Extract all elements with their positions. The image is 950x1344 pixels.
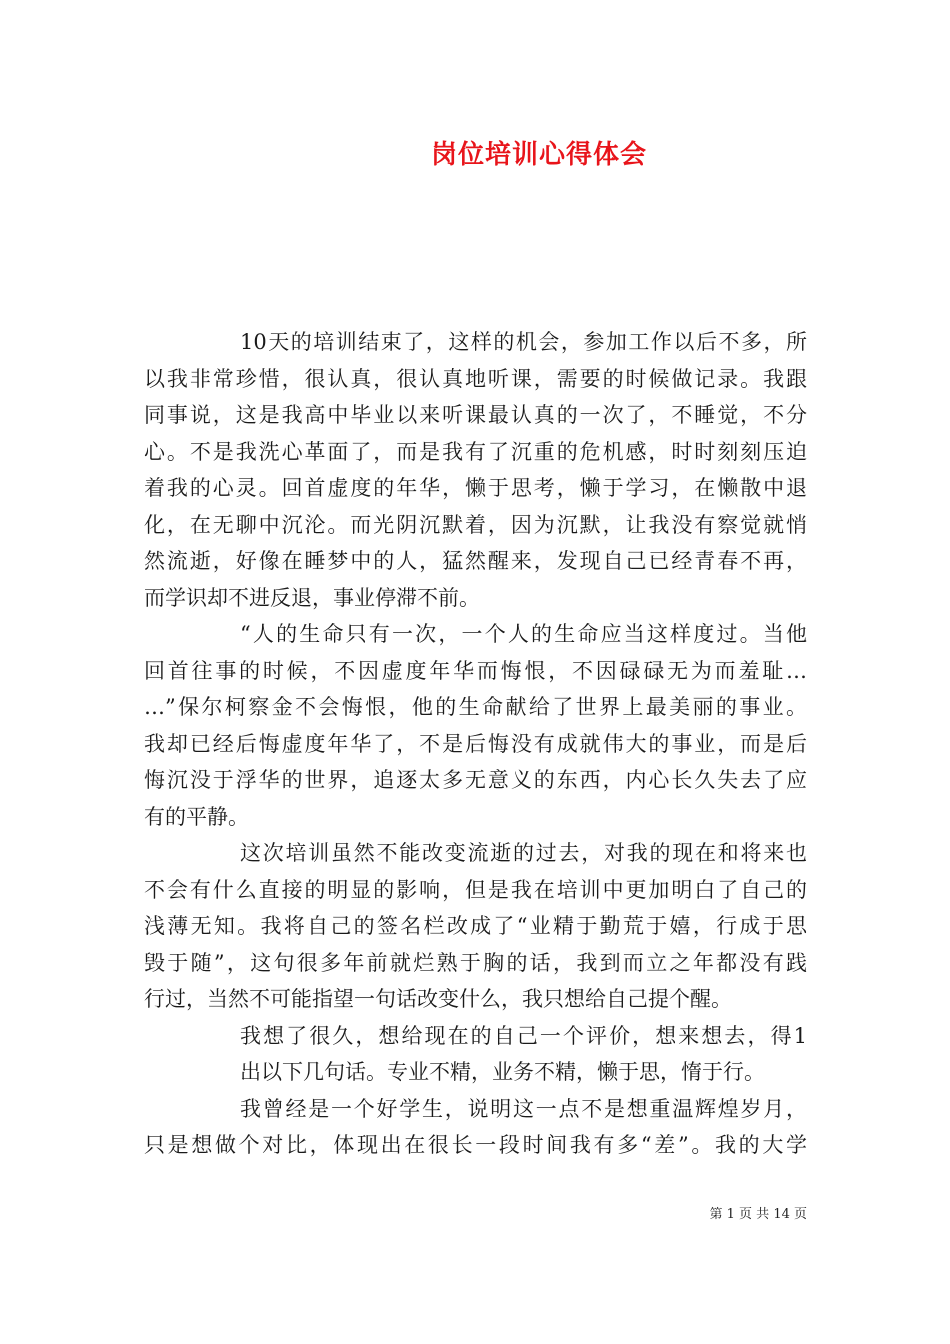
text-line: 毁于随”，这句很多年前就烂熟于胸的话，我到而立之年都没有践: [144, 950, 807, 975]
text-line: 出以下几句话。专业不精，业务不精，懒于思，惰于行。: [240, 1060, 765, 1084]
text-line: 我曾经是一个好学生，说明这一点不是想重温辉煌岁月，: [240, 1096, 807, 1121]
text-line: 我想了很久，想给现在的自己一个评价，想来想去，得1: [240, 1023, 807, 1048]
text-line: …”保尔柯察金不会悔恨，他的生命献给了世界上最美丽的事业。: [144, 695, 807, 719]
text-line: 化，在无聊中沉沦。而光阴沉默着，因为沉默，让我没有察觉就悄: [144, 512, 807, 537]
text-line: 同事说，这是我高中毕业以来听课最认真的一次了，不睡觉，不分: [144, 403, 807, 427]
document-body: [144, 324, 807, 1164]
text-line: 着我的心灵。回首虚度的年华，懒于思考，懒于学习，在懒散中退: [144, 476, 807, 500]
text-line: 以我非常珍惜，很认真，很认真地听课，需要的时候做记录。我跟: [144, 366, 807, 391]
text-line: “人的生命只有一次，一个人的生命应当这样度过。当他: [240, 622, 807, 646]
text-line: 心。不是我洗心革面了，而是我有了沉重的危机感，时时刻刻压迫: [144, 439, 807, 464]
text-line: 悔沉没于浮华的世界，追逐太多无意义的东西，内心长久失去了应: [144, 768, 807, 792]
text-line: 这次培训虽然不能改变流逝的过去，对我的现在和将来也: [240, 841, 807, 865]
text-line: 有的平静。: [144, 804, 249, 829]
page-footer: 第 1 页 共 14 页: [709, 1207, 807, 1222]
document-title: 岗位培训心得体会: [430, 140, 647, 170]
text-line: 回首往事的时候，不因虚度年华而悔恨，不因碌碌无为而羞耻…: [144, 658, 807, 683]
text-line: 10天的培训结束了，这样的机会，参加工作以后不多，所: [240, 330, 807, 354]
text-line: 然流逝，好像在睡梦中的人，猛然醒来，发现自己已经青春不再，: [144, 549, 807, 573]
text-line: 浅薄无知。我将自己的签名栏改成了“业精于勤荒于嬉，行成于思: [144, 914, 807, 938]
text-line: 不会有什么直接的明显的影响，但是我在培训中更加明白了自己的: [144, 877, 807, 902]
text-line: 而学识却不进反退，事业停滞不前。: [144, 585, 480, 610]
text-line: 行过，当然不可能指望一句话改变什么，我只想给自己提个醒。: [144, 987, 732, 1011]
text-line: 我却已经后悔虚度年华了，不是后悔没有成就伟大的事业，而是后: [144, 731, 807, 756]
text-line: 只是想做个对比，体现出在很长一段时间我有多“差”。我的大学: [144, 1133, 807, 1157]
